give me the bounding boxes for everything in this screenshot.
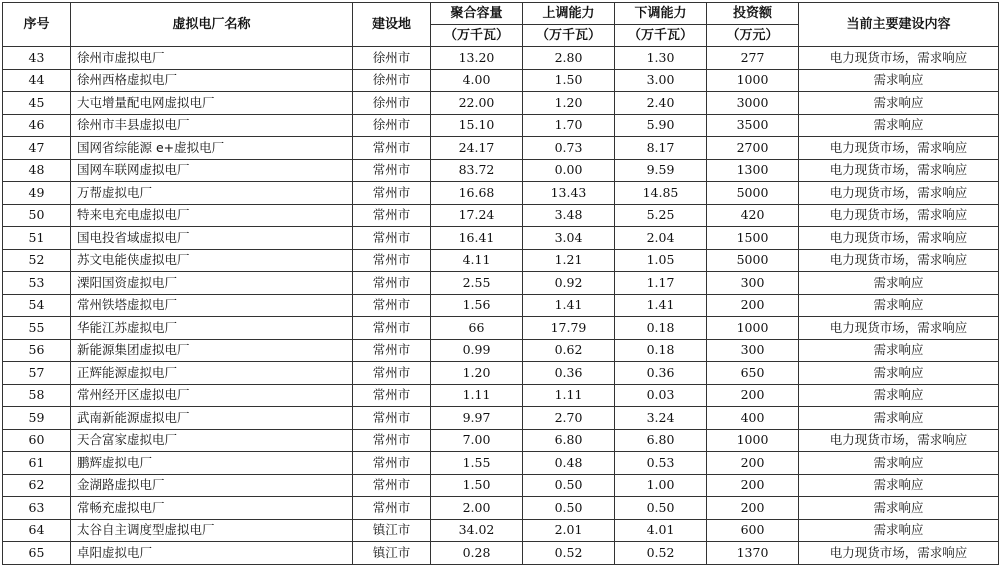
cell-place: 常州市 — [353, 159, 431, 182]
cell-capacity: 66 — [431, 317, 523, 340]
cell-content: 需求响应 — [799, 92, 999, 115]
table-row — [3, 474, 999, 497]
cell-capacity: 15.10 — [431, 114, 523, 137]
cell-down: 1.17 — [615, 272, 707, 295]
cell-up: 1.11 — [523, 384, 615, 407]
cell-name: 大屯增量配电网虚拟电厂 — [71, 92, 353, 115]
table-row — [3, 294, 999, 317]
cell-down: 0.18 — [615, 339, 707, 362]
header-seq: 序号 — [3, 3, 71, 47]
cell-content: 需求响应 — [799, 519, 999, 542]
cell-down: 9.59 — [615, 159, 707, 182]
cell-invest: 5000 — [707, 182, 799, 205]
cell-content: 需求响应 — [799, 272, 999, 295]
cell-capacity: 7.00 — [431, 429, 523, 452]
cell-place: 徐州市 — [353, 69, 431, 92]
table-row — [3, 47, 999, 70]
cell-content: 需求响应 — [799, 384, 999, 407]
cell-invest: 650 — [707, 362, 799, 385]
table-row — [3, 384, 999, 407]
header-down: 下调能力 — [615, 3, 707, 25]
cell-place: 常州市 — [353, 294, 431, 317]
cell-seq: 43 — [3, 47, 71, 70]
cell-down: 5.25 — [615, 204, 707, 227]
cell-up: 1.21 — [523, 249, 615, 272]
cell-down: 8.17 — [615, 137, 707, 160]
cell-down: 2.40 — [615, 92, 707, 115]
cell-name: 国电投省域虚拟电厂 — [71, 227, 353, 250]
cell-capacity: 4.11 — [431, 249, 523, 272]
cell-invest: 5000 — [707, 249, 799, 272]
cell-seq: 57 — [3, 362, 71, 385]
cell-invest: 1000 — [707, 69, 799, 92]
cell-down: 6.80 — [615, 429, 707, 452]
cell-content: 电力现货市场，需求响应 — [799, 317, 999, 340]
cell-seq: 51 — [3, 227, 71, 250]
cell-invest: 600 — [707, 519, 799, 542]
cell-seq: 45 — [3, 92, 71, 115]
header-name: 虚拟电厂名称 — [71, 3, 353, 47]
cell-seq: 47 — [3, 137, 71, 160]
cell-down: 1.00 — [615, 474, 707, 497]
table-row — [3, 542, 999, 565]
cell-up: 0.50 — [523, 497, 615, 520]
cell-down: 0.50 — [615, 497, 707, 520]
cell-invest: 3500 — [707, 114, 799, 137]
cell-invest: 2700 — [707, 137, 799, 160]
cell-content: 需求响应 — [799, 69, 999, 92]
cell-seq: 53 — [3, 272, 71, 295]
cell-name: 太谷自主调度型虚拟电厂 — [71, 519, 353, 542]
vpp-table — [2, 2, 999, 565]
cell-capacity: 13.20 — [431, 47, 523, 70]
table-row — [3, 159, 999, 182]
cell-capacity: 0.28 — [431, 542, 523, 565]
cell-place: 常州市 — [353, 497, 431, 520]
cell-capacity: 2.00 — [431, 497, 523, 520]
cell-place: 常州市 — [353, 317, 431, 340]
cell-name: 徐州西格虚拟电厂 — [71, 69, 353, 92]
cell-invest: 300 — [707, 339, 799, 362]
cell-up: 1.20 — [523, 92, 615, 115]
table-row — [3, 249, 999, 272]
cell-invest: 200 — [707, 474, 799, 497]
cell-content: 电力现货市场，需求响应 — [799, 137, 999, 160]
cell-place: 常州市 — [353, 452, 431, 475]
cell-invest: 1000 — [707, 317, 799, 340]
cell-up: 0.52 — [523, 542, 615, 565]
cell-name: 万帮虚拟电厂 — [71, 182, 353, 205]
cell-capacity: 1.55 — [431, 452, 523, 475]
table-body — [3, 47, 999, 565]
cell-down: 5.90 — [615, 114, 707, 137]
cell-seq: 61 — [3, 452, 71, 475]
cell-capacity: 24.17 — [431, 137, 523, 160]
cell-up: 17.79 — [523, 317, 615, 340]
cell-up: 3.04 — [523, 227, 615, 250]
header-up: 上调能力 — [523, 3, 615, 25]
cell-place: 常州市 — [353, 429, 431, 452]
cell-name: 溧阳国资虚拟电厂 — [71, 272, 353, 295]
cell-seq: 65 — [3, 542, 71, 565]
table-row — [3, 429, 999, 452]
table-row — [3, 407, 999, 430]
cell-down: 14.85 — [615, 182, 707, 205]
cell-capacity: 34.02 — [431, 519, 523, 542]
table-row — [3, 69, 999, 92]
cell-up: 1.50 — [523, 69, 615, 92]
cell-up: 0.36 — [523, 362, 615, 385]
cell-content: 电力现货市场，需求响应 — [799, 47, 999, 70]
table-row — [3, 92, 999, 115]
cell-seq: 50 — [3, 204, 71, 227]
cell-seq: 59 — [3, 407, 71, 430]
cell-seq: 56 — [3, 339, 71, 362]
cell-up: 1.41 — [523, 294, 615, 317]
cell-place: 镇江市 — [353, 519, 431, 542]
table-row — [3, 137, 999, 160]
cell-seq: 55 — [3, 317, 71, 340]
cell-invest: 400 — [707, 407, 799, 430]
cell-name: 华能江苏虚拟电厂 — [71, 317, 353, 340]
cell-content: 需求响应 — [799, 294, 999, 317]
cell-place: 常州市 — [353, 249, 431, 272]
cell-capacity: 1.56 — [431, 294, 523, 317]
table-row — [3, 114, 999, 137]
cell-up: 2.01 — [523, 519, 615, 542]
table-row — [3, 362, 999, 385]
cell-down: 0.52 — [615, 542, 707, 565]
cell-up: 1.70 — [523, 114, 615, 137]
cell-content: 需求响应 — [799, 474, 999, 497]
cell-place: 常州市 — [353, 182, 431, 205]
cell-content: 需求响应 — [799, 452, 999, 475]
table-header — [3, 3, 999, 47]
cell-name: 金湖路虚拟电厂 — [71, 474, 353, 497]
cell-content: 需求响应 — [799, 497, 999, 520]
cell-place: 徐州市 — [353, 92, 431, 115]
cell-capacity: 16.41 — [431, 227, 523, 250]
cell-invest: 277 — [707, 47, 799, 70]
cell-seq: 64 — [3, 519, 71, 542]
cell-name: 常州铁塔虚拟电厂 — [71, 294, 353, 317]
table-row — [3, 272, 999, 295]
cell-name: 苏文电能侠虚拟电厂 — [71, 249, 353, 272]
cell-place: 徐州市 — [353, 47, 431, 70]
cell-content: 电力现货市场，需求响应 — [799, 227, 999, 250]
cell-invest: 3000 — [707, 92, 799, 115]
cell-up: 13.43 — [523, 182, 615, 205]
cell-up: 2.80 — [523, 47, 615, 70]
header-capacity: 聚合容量 — [431, 3, 523, 25]
cell-invest: 200 — [707, 452, 799, 475]
cell-place: 常州市 — [353, 474, 431, 497]
cell-capacity: 1.20 — [431, 362, 523, 385]
header-place: 建设地 — [353, 3, 431, 47]
cell-down: 1.41 — [615, 294, 707, 317]
cell-name: 卓阳虚拟电厂 — [71, 542, 353, 565]
cell-content: 需求响应 — [799, 114, 999, 137]
cell-down: 0.53 — [615, 452, 707, 475]
cell-content: 电力现货市场，需求响应 — [799, 249, 999, 272]
cell-name: 常州经开区虚拟电厂 — [71, 384, 353, 407]
cell-seq: 52 — [3, 249, 71, 272]
cell-seq: 58 — [3, 384, 71, 407]
cell-place: 常州市 — [353, 204, 431, 227]
cell-down: 1.30 — [615, 47, 707, 70]
cell-content: 电力现货市场，需求响应 — [799, 429, 999, 452]
cell-up: 0.48 — [523, 452, 615, 475]
cell-content: 电力现货市场，需求响应 — [799, 542, 999, 565]
cell-invest: 300 — [707, 272, 799, 295]
cell-down: 3.00 — [615, 69, 707, 92]
cell-up: 0.73 — [523, 137, 615, 160]
cell-name: 常畅充虚拟电厂 — [71, 497, 353, 520]
cell-capacity: 0.99 — [431, 339, 523, 362]
cell-place: 常州市 — [353, 407, 431, 430]
cell-seq: 46 — [3, 114, 71, 137]
cell-capacity: 22.00 — [431, 92, 523, 115]
table-row — [3, 497, 999, 520]
cell-place: 常州市 — [353, 227, 431, 250]
cell-name: 徐州市丰县虚拟电厂 — [71, 114, 353, 137]
cell-capacity: 1.50 — [431, 474, 523, 497]
table-row — [3, 182, 999, 205]
cell-invest: 200 — [707, 294, 799, 317]
cell-invest: 1370 — [707, 542, 799, 565]
cell-place: 常州市 — [353, 362, 431, 385]
cell-down: 3.24 — [615, 407, 707, 430]
cell-down: 4.01 — [615, 519, 707, 542]
cell-capacity: 17.24 — [431, 204, 523, 227]
header-invest-unit: （万元） — [707, 25, 799, 47]
table-row — [3, 339, 999, 362]
header-down-unit: （万千瓦） — [615, 25, 707, 47]
table-row — [3, 452, 999, 475]
cell-seq: 62 — [3, 474, 71, 497]
header-row — [3, 3, 999, 25]
cell-down: 0.36 — [615, 362, 707, 385]
cell-name: 徐州市虚拟电厂 — [71, 47, 353, 70]
cell-down: 2.04 — [615, 227, 707, 250]
cell-name: 武南新能源虚拟电厂 — [71, 407, 353, 430]
cell-place: 常州市 — [353, 339, 431, 362]
cell-content: 需求响应 — [799, 362, 999, 385]
cell-seq: 49 — [3, 182, 71, 205]
cell-name: 国网车联网虚拟电厂 — [71, 159, 353, 182]
cell-capacity: 9.97 — [431, 407, 523, 430]
cell-seq: 54 — [3, 294, 71, 317]
cell-content: 电力现货市场，需求响应 — [799, 159, 999, 182]
cell-name: 国网省综能源 e+虚拟电厂 — [71, 137, 353, 160]
header-content: 当前主要建设内容 — [799, 3, 999, 47]
cell-content: 需求响应 — [799, 407, 999, 430]
cell-place: 常州市 — [353, 272, 431, 295]
cell-up: 0.00 — [523, 159, 615, 182]
cell-capacity: 4.00 — [431, 69, 523, 92]
cell-up: 0.92 — [523, 272, 615, 295]
cell-invest: 420 — [707, 204, 799, 227]
cell-name: 正辉能源虚拟电厂 — [71, 362, 353, 385]
cell-up: 0.50 — [523, 474, 615, 497]
cell-name: 鹏辉虚拟电厂 — [71, 452, 353, 475]
cell-capacity: 83.72 — [431, 159, 523, 182]
cell-content: 电力现货市场，需求响应 — [799, 204, 999, 227]
header-capacity-unit: （万千瓦） — [431, 25, 523, 47]
header-up-unit: （万千瓦） — [523, 25, 615, 47]
cell-up: 2.70 — [523, 407, 615, 430]
cell-place: 常州市 — [353, 384, 431, 407]
cell-place: 镇江市 — [353, 542, 431, 565]
cell-content: 需求响应 — [799, 339, 999, 362]
cell-invest: 200 — [707, 497, 799, 520]
cell-seq: 44 — [3, 69, 71, 92]
cell-place: 徐州市 — [353, 114, 431, 137]
cell-invest: 1300 — [707, 159, 799, 182]
cell-place: 常州市 — [353, 137, 431, 160]
cell-up: 0.62 — [523, 339, 615, 362]
cell-seq: 60 — [3, 429, 71, 452]
cell-capacity: 16.68 — [431, 182, 523, 205]
cell-up: 6.80 — [523, 429, 615, 452]
cell-seq: 63 — [3, 497, 71, 520]
cell-content: 电力现货市场，需求响应 — [799, 182, 999, 205]
cell-invest: 1000 — [707, 429, 799, 452]
table-row — [3, 519, 999, 542]
table-row — [3, 204, 999, 227]
cell-capacity: 1.11 — [431, 384, 523, 407]
cell-down: 0.03 — [615, 384, 707, 407]
cell-up: 3.48 — [523, 204, 615, 227]
cell-name: 天合富家虚拟电厂 — [71, 429, 353, 452]
cell-seq: 48 — [3, 159, 71, 182]
cell-invest: 200 — [707, 384, 799, 407]
header-invest: 投资额 — [707, 3, 799, 25]
table-row — [3, 227, 999, 250]
table-row — [3, 317, 999, 340]
cell-name: 新能源集团虚拟电厂 — [71, 339, 353, 362]
cell-down: 1.05 — [615, 249, 707, 272]
cell-name: 特来电充电虚拟电厂 — [71, 204, 353, 227]
cell-invest: 1500 — [707, 227, 799, 250]
cell-capacity: 2.55 — [431, 272, 523, 295]
cell-down: 0.18 — [615, 317, 707, 340]
